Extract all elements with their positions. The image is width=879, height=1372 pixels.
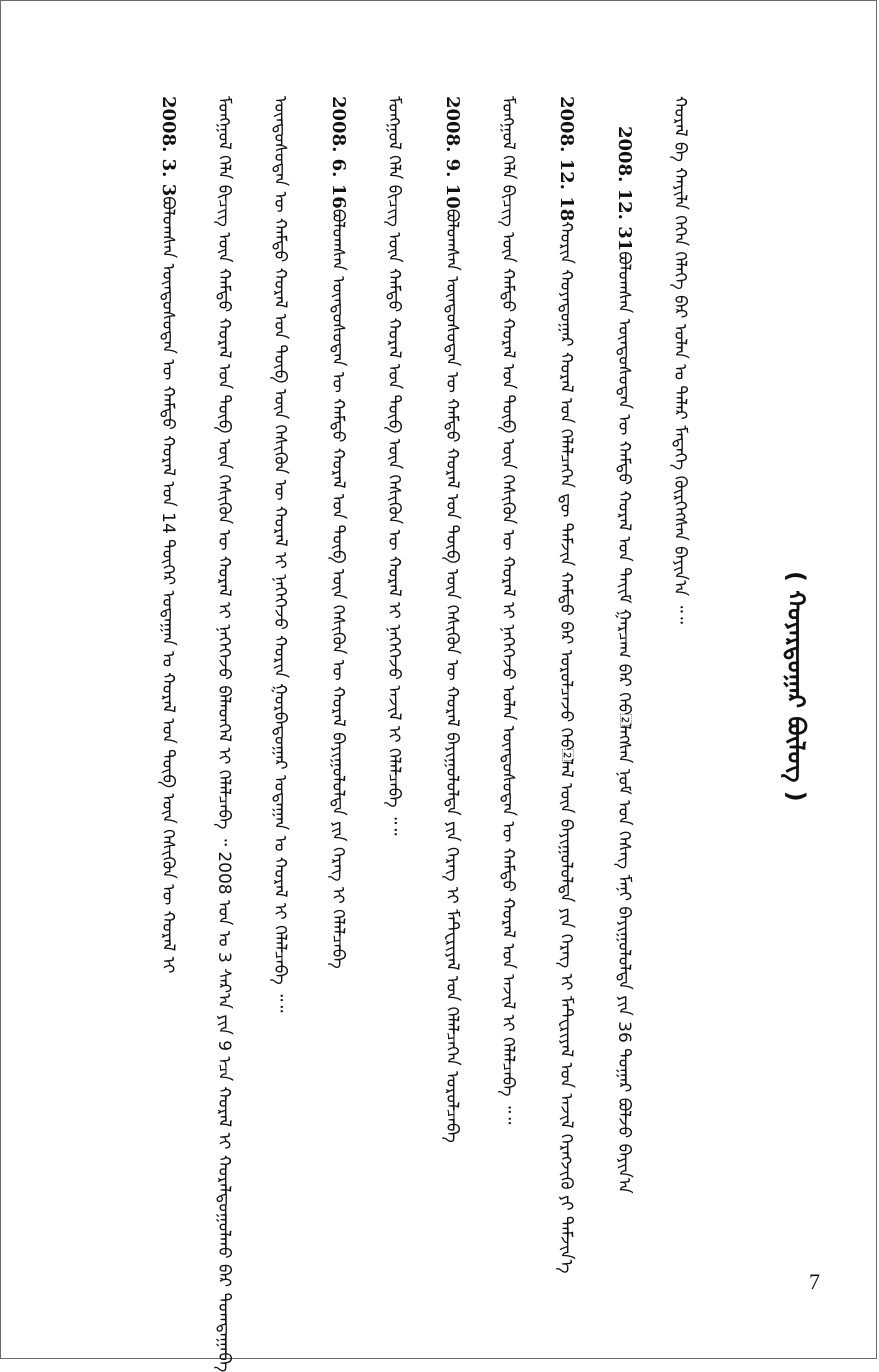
text-column-1 — [663, 96, 697, 1186]
text-column-10 — [151, 96, 185, 1226]
entry-text: ᠮᠣᠩᠭᠣᠯ ᠬᠡᠯᠡ ᠪᠢᠴᠢᠭ ᠦᠨ ᠬᠠᠮᠲᠤ ᠬᠤᠷᠠᠯ ᠤᠨ ᠲᠦᠪ ᠦᠨ ᠭᠡᠰᠢᠭᠦᠨ ᠦ ᠬᠤᠷᠠᠯ ᠢ ᠨᠡᠭᠡᠭᠡᠵᠦ ᠣᠯᠠᠨ ᠦᠨᠳᠦᠰᠦᠲᠡᠨ ᠦ ᠬᠠᠮᠲᠤ ᠬᠤᠷᠠᠯ ᠤᠨ ᠠᠵᠢᠯ ᠢ ᠬᠡᠯᠡᠯᠴᠡᠪᠡ ᠃᠃ — [498, 96, 518, 1125]
entry-date: 2008. 3. 3 — [158, 96, 179, 197]
entry-text: ᠬᠤᠷᠠᠯ ᠪᠡ ᠬᠠᠶᠢᠯᠠ ᠭᠡᠭᠡᠨ ᠬᠡᠯᠡᠭᠡ ᠪᠡᠷ ᠤᠯᠠᠨ ᠤ ᠲᠡᠯᠡᠷ ᠮᠡᠳᠡᠭᠡ ᠬᠦᠷᠭᠡᠭᠰᠡᠨ ᠪᠠᠶᠢᠨ᠎ᠠ ᠃᠃ — [670, 96, 690, 624]
page-number: 7 — [809, 1269, 820, 1294]
entry-date: 2008. 12. 31 — [614, 126, 635, 252]
text-column-7 — [321, 96, 355, 969]
entry-date: 2008. 12. 18 — [556, 96, 577, 222]
entry-text: ᠦᠨᠳᠦᠰᠦᠲᠡᠨ ᠦ ᠬᠠᠮᠲᠤ ᠬᠤᠷᠠᠯ ᠤᠨ ᠲᠦᠪ ᠦᠨ ᠭᠡᠰᠢᠭᠦᠨ ᠦ ᠬᠤᠷᠠᠯ ᠢ ᠨᠡᠭᠡᠭᠡᠵᠦ ᠬᠣᠷᠢᠨ ᠭᠤᠷᠪᠠᠳᠤᠭᠠᠷ ᠤᠳᠠᠭᠠᠨ ᠤ ᠬᠤᠷᠠᠯ ᠢ ᠬᠡᠯᠡᠯᠴᠡᠪᠡ ᠃᠃ — [270, 96, 290, 1013]
entry-text: ᠪᠤᠯᠤᠭᠰᠠᠨ ᠦᠨᠳᠦᠰᠦᠲᠡᠨ ᠦ ᠬᠠᠮᠲᠤ ᠬᠤᠷᠠᠯ ᠤᠨ ᠲᠡᠶ᠋ᠢᠮ ᠭᠠᠷᠴᠠᠭ ᠪᠡᠷ ᠬᠡᠪ᠌ᠯᠡᠭᠰᠡᠨ ᠨᠣᠮ ᠤᠨ ᠬᠡᠰᠡᠭ ᠮᠠᠨᠢ ᠪᠠᠶᠢᠭᠤᠯᠤᠯᠲᠠ ᠶᠢᠨ 36 ᠳᠤᠭᠠᠷ ᠪᠣᠯᠵᠤ ᠪᠠᠶᠢᠨ᠎ᠠ — [614, 251, 634, 1194]
entry-date: 2008. 6. 16 — [328, 96, 349, 209]
text-column-3 — [549, 96, 583, 1274]
entry-text: ᠪᠤᠯᠤᠭᠰᠠᠨ ᠦᠨᠳᠦᠰᠦᠲᠡᠨ ᠦ ᠬᠠᠮᠲᠤ ᠬᠤᠷᠠᠯ ᠤᠨ ᠲᠦᠪ ᠦᠨ ᠭᠡᠰᠢᠭᠦᠨ ᠦ ᠬᠤᠷᠠᠯ ᠪᠠᠶᠢᠭᠤᠯᠤᠯᠲᠠ ᠶᠢᠨ ᠬᠡᠷᠡᠭ ᠢ ᠬᠡᠯᠡᠯᠴᠡᠪᠡ — [328, 208, 348, 969]
entry-text: ᠪᠤᠯᠤᠭᠰᠠᠨ ᠦᠨᠳᠦᠰᠦᠲᠡᠨ ᠦ ᠬᠠᠮᠲᠤ ᠬᠤᠷᠠᠯ ᠤᠨ 14 ᠳᠦᠭᠡᠷ ᠤᠳᠠᠭᠠᠨ ᠤ ᠬᠤᠷᠠᠯ ᠤᠨ ᠲᠦᠪ ᠦᠨ ᠭᠡᠰᠢᠭᠦᠨ ᠦ ᠬᠤᠷᠠᠯ ᠢ — [158, 196, 178, 974]
entry-date: 2008. 9. 10 — [442, 96, 463, 209]
text-column-8 — [263, 96, 297, 1013]
text-column-2 — [607, 126, 641, 1226]
text-column-9 — [207, 96, 241, 1372]
entry-text: ᠬᠣᠷᠢᠨ ᠬᠣᠶᠠᠳᠤᠭᠠᠷ ᠬᠤᠷᠠᠯ ᠤᠨ ᠬᠡᠯᠡᠯᠴᠡᠭᠡᠨ ᠳᠦ ᠳᠡᠮᠵᠢᠨ ᠬᠠᠮᠲᠤ ᠪᠡᠷ ᠣᠷᠤᠯᠴᠠᠵᠤ ᠬᠡᠪ᠌ᠯᠡᠯ ᠦᠨ ᠪᠠᠶᠢᠭᠤᠯᠤᠯᠲᠠ ᠶᠢᠨ ᠬᠡᠷᠡᠭ ᠢ ᠮᠠᠲ᠋ᠧᠷᠢᠶᠠᠯ ᠤᠨ ᠠᠵᠢᠯ ᠬᠡᠷᠡᠭᠵᠢᠬᠦ ᠶᠢ ᠳᠡᠮᠵᠢᠨ᠎ᠡ — [556, 221, 576, 1274]
text-column-5 — [435, 96, 469, 1143]
entry-text: ᠪᠤᠯᠤᠭᠰᠠᠨ ᠦᠨᠳᠦᠰᠦᠲᠡᠨ ᠦ ᠬᠠᠮᠲᠤ ᠬᠤᠷᠠᠯ ᠤᠨ ᠲᠦᠪ ᠦᠨ ᠭᠡᠰᠢᠭᠦᠨ ᠦ ᠬᠤᠷᠠᠯ ᠪᠠᠶᠢᠭᠤᠯᠤᠯᠲᠠ ᠶᠢᠨ ᠬᠡᠷᠡᠭ ᠢ ᠮᠠᠲ᠋ᠧᠷᠢᠶᠠᠯ ᠤᠨ ᠬᠡᠯᠡᠯᠴᠡᠭᠡᠨ ᠣᠷᠤᠯᠴᠠᠪᠠ — [442, 208, 462, 1143]
text-column-6 — [377, 96, 411, 836]
text-column-4 — [491, 96, 525, 1226]
entry-text: ᠮᠣᠩᠭᠣᠯ ᠬᠡᠯᠡ ᠪᠢᠴᠢᠭ ᠦᠨ ᠬᠠᠮᠲᠤ ᠬᠤᠷᠠᠯ ᠤᠨ ᠲᠦᠪ ᠦᠨ ᠭᠡᠰᠢᠭᠦᠨ ᠦ ᠬᠤᠷᠠᠯ ᠢ ᠨᠡᠭᠡᠭᠡᠵᠦ ᠪᠡᠯᠡᠳᠬᠡᠯ ᠢ ᠬᠡᠯᠡᠯᠴᠡᠪᠡ ᠃ 2008 ᠣᠨ ᠤ 3 ᠰᠠᠷ᠎ᠠ ᠶᠢᠨ 9 ᠡᠴᠡ ᠬᠤᠷᠠᠯ ᠢ ᠬᠤᠷᠠᠯᠳᠤᠭᠤᠯᠬᠤ ᠪᠡᠷ ᠲᠣᠭᠲᠠᠭᠠᠪᠠ — [214, 96, 234, 1372]
section-heading: ( ᠬᠣᠶᠠᠷᠳᠤᠭᠠᠷ ᠪᠦᠯᠦᠭ ) — [782, 570, 810, 802]
entry-text: ᠮᠣᠩᠭᠣᠯ ᠬᠡᠯᠡ ᠪᠢᠴᠢᠭ ᠦᠨ ᠬᠠᠮᠲᠤ ᠬᠤᠷᠠᠯ ᠤᠨ ᠲᠦᠪ ᠦᠨ ᠭᠡᠰᠢᠭᠦᠨ ᠦ ᠬᠤᠷᠠᠯ ᠢ ᠨᠡᠭᠡᠭᠡᠵᠦ ᠠᠵᠢᠯ ᠢ ᠬᠡᠯᠡᠯᠴᠡᠪᠡ ᠃᠃ — [384, 96, 404, 836]
